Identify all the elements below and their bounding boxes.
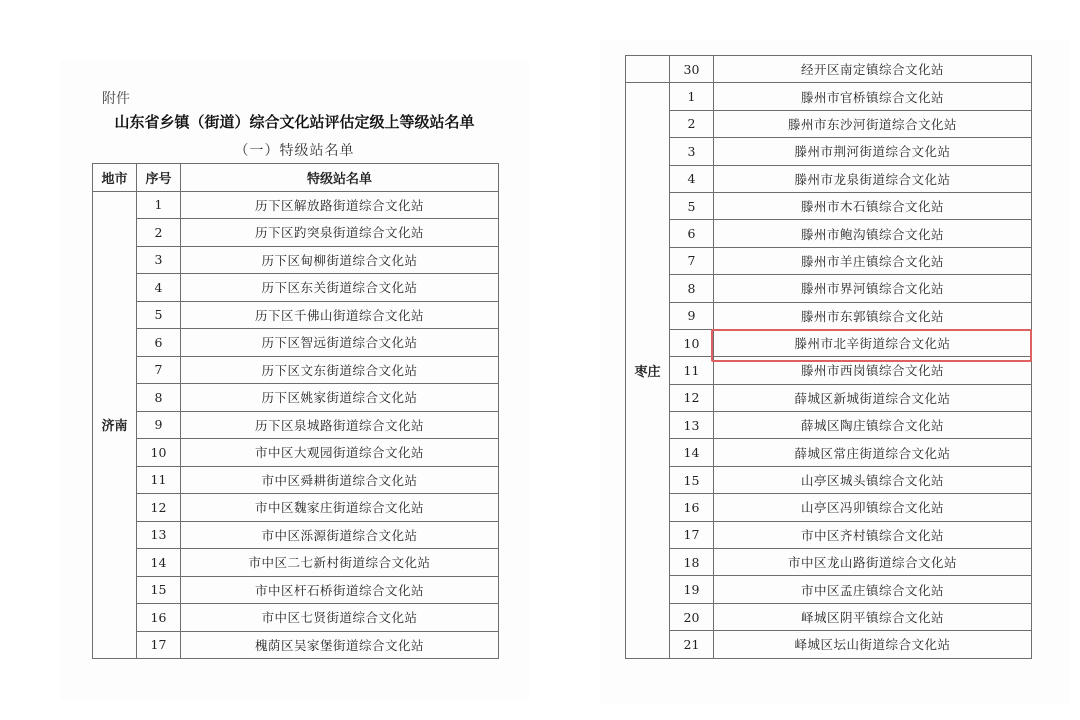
row-number: 17	[670, 521, 714, 548]
row-number: 9	[670, 302, 714, 329]
table-row	[626, 631, 1032, 658]
row-number: 6	[670, 220, 714, 247]
row-number: 1	[137, 191, 181, 219]
table-row	[93, 411, 499, 439]
row-number: 9	[137, 411, 181, 439]
station-name: 山亭区冯卯镇综合文化站	[714, 494, 1032, 521]
table-row	[93, 466, 499, 494]
row-number: 7	[670, 247, 714, 274]
station-name: 峄城区阴平镇综合文化站	[714, 603, 1032, 630]
table-row	[626, 83, 1032, 110]
table-row	[626, 56, 1032, 83]
station-name: 历下区甸柳街道综合文化站	[181, 246, 499, 274]
table-row	[93, 356, 499, 384]
station-name: 市中区杆石桥街道综合文化站	[181, 576, 499, 604]
station-name: 滕州市羊庄镇综合文化站	[714, 247, 1032, 274]
station-name: 滕州市鲍沟镇综合文化站	[714, 220, 1032, 247]
station-name: 市中区二七新村街道综合文化站	[181, 549, 499, 577]
header-station-name: 特级站名单	[181, 164, 499, 192]
table-row	[626, 576, 1032, 603]
city-cell-empty	[626, 56, 670, 83]
station-name: 历下区姚家街道综合文化站	[181, 384, 499, 412]
station-name: 滕州市官桥镇综合文化站	[714, 83, 1032, 110]
row-number: 19	[670, 576, 714, 603]
header-city: 地市	[93, 164, 137, 192]
row-number: 21	[670, 631, 714, 658]
station-name: 薛城区常庄街道综合文化站	[714, 439, 1032, 466]
document-subtitle: （一）特级站名单	[234, 143, 355, 159]
station-name: 历下区智远街道综合文化站	[181, 329, 499, 357]
station-name: 市中区大观园街道综合文化站	[181, 439, 499, 467]
row-number: 17	[137, 631, 181, 659]
table-row	[626, 302, 1032, 329]
station-name: 市中区魏家庄街道综合文化站	[181, 494, 499, 522]
station-name: 滕州市荆河街道综合文化站	[714, 138, 1032, 165]
station-name: 槐荫区吴家堡街道综合文化站	[181, 631, 499, 659]
row-number: 15	[137, 576, 181, 604]
station-name: 市中区泺源街道综合文化站	[181, 521, 499, 549]
table-row	[626, 603, 1032, 630]
city-cell: 枣庄	[626, 83, 670, 658]
row-number: 20	[670, 603, 714, 630]
row-number: 3	[137, 246, 181, 274]
table-row	[626, 275, 1032, 302]
table-row	[93, 329, 499, 357]
attachment-label: 附件	[102, 91, 130, 107]
table-row	[93, 246, 499, 274]
row-number: 16	[137, 604, 181, 632]
header-number: 序号	[137, 164, 181, 192]
station-name: 滕州市东郭镇综合文化站	[714, 302, 1032, 329]
table-row	[93, 549, 499, 577]
table-row	[626, 357, 1032, 384]
row-number: 4	[137, 274, 181, 302]
station-name: 历下区趵突泉街道综合文化站	[181, 219, 499, 247]
special-station-table-left	[92, 163, 499, 659]
row-number: 7	[137, 356, 181, 384]
table-row	[626, 192, 1032, 219]
row-number: 8	[670, 275, 714, 302]
table-row	[93, 191, 499, 219]
station-name: 滕州市西岗镇综合文化站	[714, 357, 1032, 384]
row-number: 5	[137, 301, 181, 329]
station-name: 滕州市东沙河街道综合文化站	[714, 110, 1032, 137]
table-row	[626, 329, 1032, 356]
row-number: 2	[670, 110, 714, 137]
station-name: 经开区南定镇综合文化站	[714, 56, 1032, 83]
station-name: 薛城区新城街道综合文化站	[714, 384, 1032, 411]
station-name: 市中区齐村镇综合文化站	[714, 521, 1032, 548]
table-row	[626, 165, 1032, 192]
row-number: 8	[137, 384, 181, 412]
row-number: 11	[137, 466, 181, 494]
table-row	[626, 110, 1032, 137]
row-number: 10	[137, 439, 181, 467]
row-number: 5	[670, 192, 714, 219]
row-number: 13	[670, 412, 714, 439]
table-row	[93, 604, 499, 632]
station-name: 市中区舜耕街道综合文化站	[181, 466, 499, 494]
row-number: 6	[137, 329, 181, 357]
table-row	[93, 521, 499, 549]
row-number: 4	[670, 165, 714, 192]
table-row	[626, 412, 1032, 439]
row-number: 13	[137, 521, 181, 549]
table-row	[93, 439, 499, 467]
row-number: 16	[670, 494, 714, 521]
station-name: 峄城区坛山街道综合文化站	[714, 631, 1032, 658]
row-number: 14	[670, 439, 714, 466]
table-row	[93, 631, 499, 659]
row-number: 1	[670, 83, 714, 110]
station-name: 山亭区城头镇综合文化站	[714, 466, 1032, 493]
row-number: 10	[670, 329, 714, 356]
row-number: 3	[670, 138, 714, 165]
station-name: 市中区七贤街道综合文化站	[181, 604, 499, 632]
row-number: 12	[137, 494, 181, 522]
table-row	[93, 301, 499, 329]
station-name: 滕州市木石镇综合文化站	[714, 192, 1032, 219]
station-name: 历下区解放路街道综合文化站	[181, 191, 499, 219]
row-number: 18	[670, 549, 714, 576]
station-name: 历下区文东街道综合文化站	[181, 356, 499, 384]
table-row	[626, 466, 1032, 493]
station-name: 市中区孟庄镇综合文化站	[714, 576, 1032, 603]
table-row	[93, 274, 499, 302]
table-row	[93, 576, 499, 604]
row-number: 30	[670, 56, 714, 83]
table-row	[626, 384, 1032, 411]
table-row	[626, 439, 1032, 466]
station-name: 滕州市龙泉街道综合文化站	[714, 165, 1032, 192]
table-header-row	[93, 164, 499, 192]
table-row	[626, 220, 1032, 247]
row-number: 12	[670, 384, 714, 411]
table-row	[93, 219, 499, 247]
station-name: 滕州市界河镇综合文化站	[714, 275, 1032, 302]
station-name: 历下区泉城路街道综合文化站	[181, 411, 499, 439]
table-row	[93, 494, 499, 522]
table-row	[626, 521, 1032, 548]
row-number: 11	[670, 357, 714, 384]
table-row	[626, 138, 1032, 165]
station-name: 历下区千佛山街道综合文化站	[181, 301, 499, 329]
special-station-table-right	[625, 55, 1032, 659]
station-name: 滕州市北辛街道综合文化站	[714, 329, 1032, 356]
table-row	[626, 247, 1032, 274]
document-title: 山东省乡镇（街道）综合文化站评估定级上等级站名单	[114, 113, 475, 131]
table-row	[626, 494, 1032, 521]
row-number: 2	[137, 219, 181, 247]
station-name: 薛城区陶庄镇综合文化站	[714, 412, 1032, 439]
row-number: 15	[670, 466, 714, 493]
row-number: 14	[137, 549, 181, 577]
city-cell: 济南	[93, 191, 137, 659]
table-row	[93, 384, 499, 412]
station-name: 市中区龙山路街道综合文化站	[714, 549, 1032, 576]
table-row	[626, 549, 1032, 576]
station-name: 历下区东关街道综合文化站	[181, 274, 499, 302]
